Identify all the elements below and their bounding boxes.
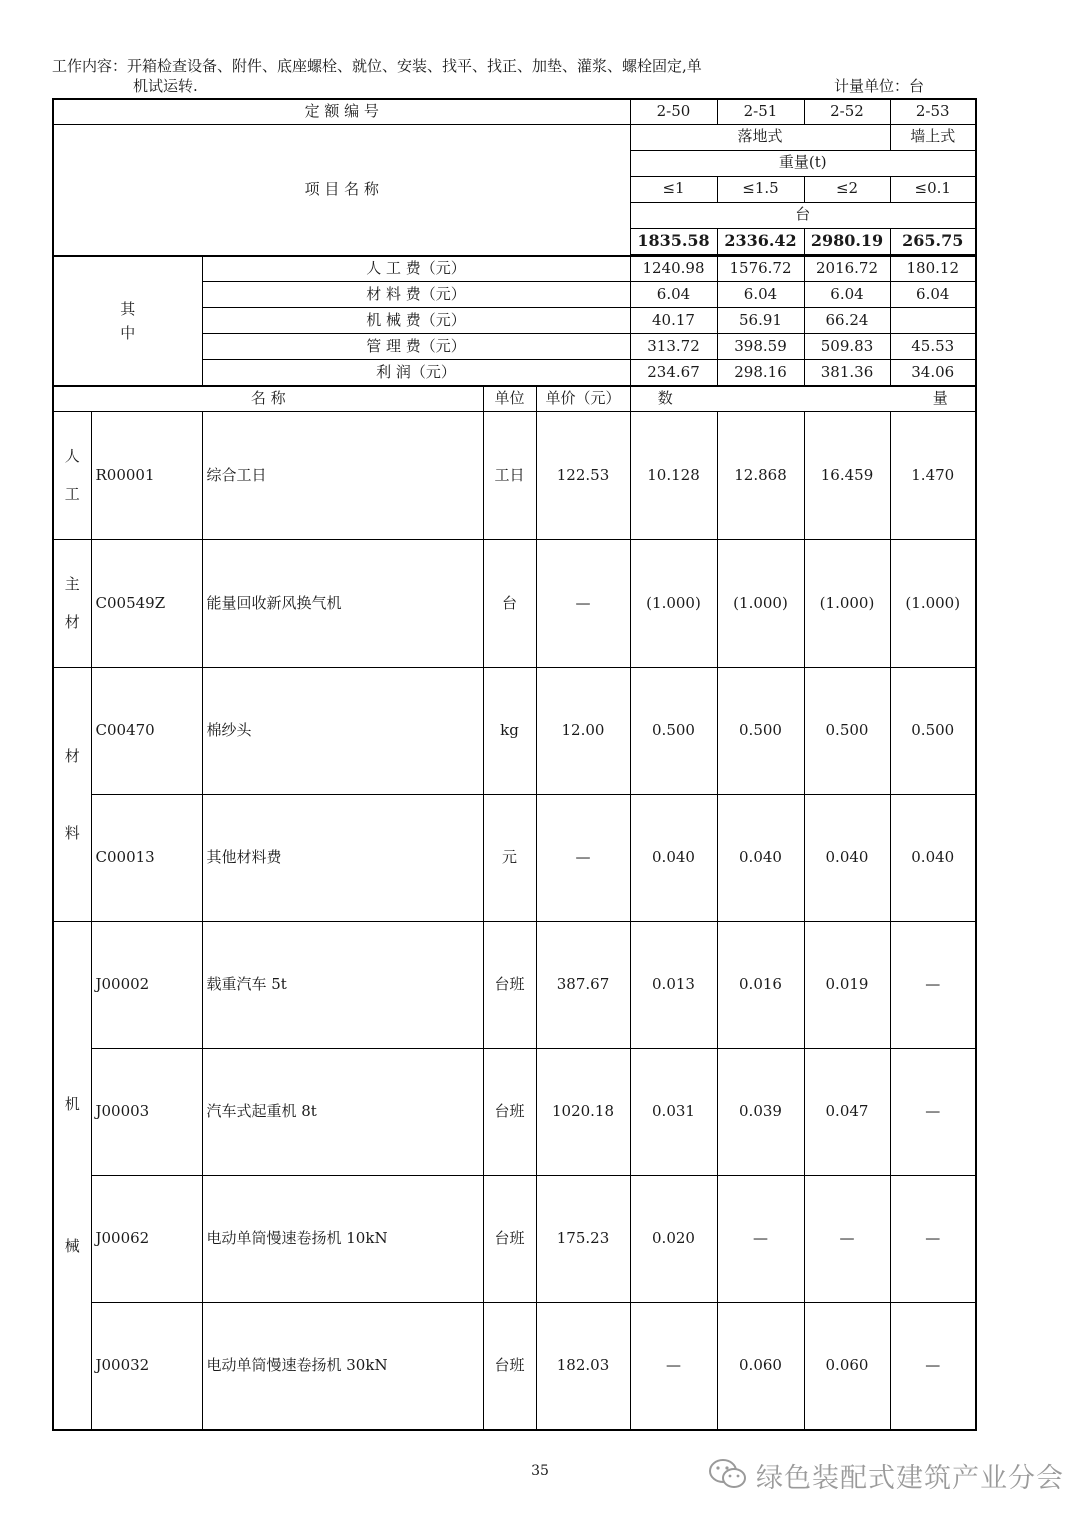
code-row — [53, 99, 976, 124]
table-row — [53, 1049, 976, 1176]
quota-table — [52, 98, 977, 1431]
resource-qty: 0.020 — [630, 1176, 717, 1303]
resource-unit: 台班 — [483, 1049, 536, 1176]
cost-value: 34.06 — [890, 360, 976, 386]
resource-qty: 0.019 — [804, 922, 890, 1049]
table-row — [53, 412, 976, 540]
type-floor: 落地式 — [630, 124, 890, 150]
col-quantity: 数 量 — [630, 386, 976, 412]
resource-price: 182.03 — [536, 1303, 630, 1430]
resource-name: 综合工日 — [202, 412, 483, 540]
resource-unit: 工日 — [483, 412, 536, 540]
resource-qty: 0.040 — [804, 795, 890, 922]
resource-name: 载重汽车 5t — [202, 922, 483, 1049]
resource-unit: 台 — [483, 540, 536, 668]
cost-value: 6.04 — [804, 282, 890, 308]
cost-value: 298.16 — [717, 360, 804, 386]
resource-price: 175.23 — [536, 1176, 630, 1303]
resource-qty: 0.016 — [717, 922, 804, 1049]
resource-qty: — — [630, 1303, 717, 1430]
resource-qty: — — [890, 1303, 976, 1430]
watermark — [708, 1456, 1064, 1495]
resource-qty: 0.040 — [717, 795, 804, 922]
resource-code: C00470 — [91, 668, 202, 795]
resource-unit: 台班 — [483, 1303, 536, 1430]
table-row — [53, 1176, 976, 1303]
cost-label: 人 工 费（元） — [202, 256, 630, 282]
resource-name: 其他材料费 — [202, 795, 483, 922]
weight-label: 重量(t) — [630, 150, 976, 176]
group-label-material: 材 料 — [53, 668, 91, 922]
resource-qty: — — [717, 1176, 804, 1303]
resource-qty: (1.000) — [804, 540, 890, 668]
resource-qty: 0.040 — [890, 795, 976, 922]
resource-code: R00001 — [91, 412, 202, 540]
cost-label: 材 料 费（元） — [202, 282, 630, 308]
code-cell: 2-51 — [717, 99, 804, 124]
table-row — [53, 668, 976, 795]
table-row — [53, 795, 976, 922]
resource-qty: 0.500 — [890, 668, 976, 795]
group-label-main-material: 主 材 — [53, 540, 91, 668]
resource-unit: 台班 — [483, 1176, 536, 1303]
work-content-line-2: 机试运转. — [133, 77, 198, 95]
type-row — [53, 124, 976, 150]
column-header-row — [53, 386, 976, 412]
code-label: 定 额 编 号 — [53, 99, 630, 124]
table-row — [53, 922, 976, 1049]
watermark-text: 绿色装配式建筑产业分会 — [756, 1463, 1064, 1494]
resource-price: — — [536, 795, 630, 922]
weight-cell: ≤1.5 — [717, 176, 804, 202]
resource-price: — — [536, 540, 630, 668]
resource-code: J00003 — [91, 1049, 202, 1176]
resource-qty: 0.031 — [630, 1049, 717, 1176]
resource-qty: 10.128 — [630, 412, 717, 540]
resource-unit: 台班 — [483, 922, 536, 1049]
cost-row — [53, 256, 976, 282]
work-content-line-1: 工作内容：开箱检查设备、附件、底座螺栓、就位、安装、找平、找正、加垫、灌浆、螺栓固定,单 — [52, 57, 702, 75]
cost-value: 66.24 — [804, 308, 890, 334]
resource-price: 1020.18 — [536, 1049, 630, 1176]
cost-value: 6.04 — [630, 282, 717, 308]
resource-qty: 0.039 — [717, 1049, 804, 1176]
group-label-machine: 机 械 — [53, 922, 91, 1430]
cost-value: 40.17 — [630, 308, 717, 334]
cost-value — [890, 308, 976, 334]
resource-unit: 元 — [483, 795, 536, 922]
resource-qty: (1.000) — [890, 540, 976, 668]
resource-qty: 0.500 — [717, 668, 804, 795]
cost-value: 2016.72 — [804, 256, 890, 282]
measurement-unit: 计量单位：台 — [833, 77, 924, 95]
col-price: 单价（元） — [536, 386, 630, 412]
cost-value: 180.12 — [890, 256, 976, 282]
page-number: 35 — [531, 1463, 549, 1479]
table-row — [53, 1303, 976, 1430]
resource-code: J00032 — [91, 1303, 202, 1430]
weight-cell: ≤1 — [630, 176, 717, 202]
resource-qty: 0.013 — [630, 922, 717, 1049]
resource-price: 387.67 — [536, 922, 630, 1049]
resource-unit: kg — [483, 668, 536, 795]
resource-qty: 1.470 — [890, 412, 976, 540]
resource-name: 汽车式起重机 8t — [202, 1049, 483, 1176]
resource-qty: — — [890, 1049, 976, 1176]
resource-qty: 0.060 — [804, 1303, 890, 1430]
resource-qty: — — [890, 1176, 976, 1303]
group-label-labor: 人 工 — [53, 412, 91, 540]
unit-row-label: 台 — [630, 202, 976, 228]
wechat-icon — [708, 1457, 748, 1495]
resource-code: C00549Z — [91, 540, 202, 668]
cost-value: 381.36 — [804, 360, 890, 386]
resource-price: 12.00 — [536, 668, 630, 795]
code-cell: 2-50 — [630, 99, 717, 124]
base-price: 1835.58 — [630, 228, 717, 254]
base-price: 2336.42 — [717, 228, 804, 254]
resource-qty: 16.459 — [804, 412, 890, 540]
cost-value: 398.59 — [717, 334, 804, 360]
resource-name: 电动单筒慢速卷扬机 10kN — [202, 1176, 483, 1303]
cost-value: 6.04 — [890, 282, 976, 308]
resource-name: 棉纱头 — [202, 668, 483, 795]
type-wall: 墙上式 — [890, 124, 976, 150]
resource-qty: (1.000) — [630, 540, 717, 668]
cost-value: 234.67 — [630, 360, 717, 386]
resource-code: C00013 — [91, 795, 202, 922]
resource-qty: — — [804, 1176, 890, 1303]
cost-label: 利 润（元） — [202, 360, 630, 386]
resource-qty: — — [890, 922, 976, 1049]
cost-value: 6.04 — [717, 282, 804, 308]
resource-price: 122.53 — [536, 412, 630, 540]
resource-code: J00002 — [91, 922, 202, 1049]
resource-qty: 12.868 — [717, 412, 804, 540]
code-cell: 2-52 — [804, 99, 890, 124]
weight-cell: ≤2 — [804, 176, 890, 202]
weight-cell: ≤0.1 — [890, 176, 976, 202]
resource-qty: 0.040 — [630, 795, 717, 922]
table-row — [53, 540, 976, 668]
resource-qty: (1.000) — [717, 540, 804, 668]
resource-name: 电动单筒慢速卷扬机 30kN — [202, 1303, 483, 1430]
item-name-label: 项 目 名 称 — [53, 124, 630, 256]
base-price: 2980.19 — [804, 228, 890, 254]
col-name: 名 称 — [53, 386, 483, 412]
among-label: 其 中 — [53, 256, 202, 386]
resource-qty: 0.060 — [717, 1303, 804, 1430]
cost-value: 45.53 — [890, 334, 976, 360]
cost-value: 1240.98 — [630, 256, 717, 282]
resource-code: J00062 — [91, 1176, 202, 1303]
cost-value: 313.72 — [630, 334, 717, 360]
resource-name: 能量回收新风换气机 — [202, 540, 483, 668]
cost-value: 509.83 — [804, 334, 890, 360]
cost-value: 56.91 — [717, 308, 804, 334]
col-unit: 单位 — [483, 386, 536, 412]
cost-value: 1576.72 — [717, 256, 804, 282]
base-price: 265.75 — [890, 228, 976, 254]
resource-qty: 0.500 — [630, 668, 717, 795]
code-cell: 2-53 — [890, 99, 976, 124]
cost-label: 管 理 费（元） — [202, 334, 630, 360]
cost-label: 机 械 费（元） — [202, 308, 630, 334]
resource-qty: 0.047 — [804, 1049, 890, 1176]
resource-qty: 0.500 — [804, 668, 890, 795]
